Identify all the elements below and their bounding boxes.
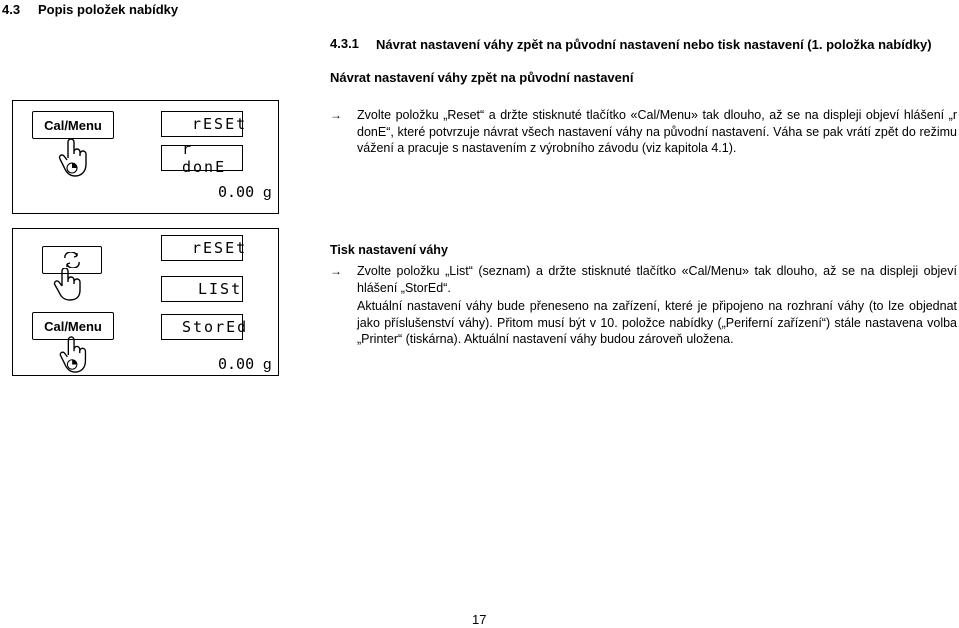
display-zero bbox=[218, 183, 272, 201]
hand-press-icon bbox=[52, 268, 84, 302]
subsection-subheading: Návrat nastavení váhy zpět na původní nastavení bbox=[330, 70, 634, 85]
list-instruction-text: Zvolte položku „List“ (seznam) a držte stisknuté tlačítko «Cal/Menu» tak dlouho, až se na displeji objeví hlášení „StorEd“. bbox=[357, 264, 957, 295]
display-stored: StorEd bbox=[161, 314, 243, 340]
display-zero-2-unit: g bbox=[263, 356, 272, 373]
print-settings-heading: Tisk nastavení váhy bbox=[330, 243, 448, 257]
section-title: Popis položek nabídky bbox=[38, 2, 179, 17]
toggle-arrows-icon bbox=[61, 252, 83, 268]
subsection-title: Návrat nastavení váhy zpět na původní nastavení nebo tisk nastavení (1. položka nabídky) bbox=[376, 37, 932, 52]
display-list: LISt bbox=[161, 276, 243, 302]
cal-menu-key: Cal/Menu bbox=[32, 111, 114, 139]
display-zero-unit: g bbox=[263, 184, 272, 201]
section-number: 4.3 bbox=[2, 2, 21, 17]
print-description-text: Aktuální nastavení váhy bude přeneseno na zařízení, které je připojeno na rozhraní váhy (to lze objednat jako příslušenství váhy). Přitom musí být v 10. položce nabídky („Periferní zařízení“) stále nastavena volba „Printer“ (tiskárna). Aktuální nastavení váhy budou zároveň uložena. bbox=[357, 299, 957, 346]
display-reset-2: rESEt bbox=[161, 235, 243, 261]
display-zero-2-value: 0.00 bbox=[218, 355, 255, 373]
instruction-arrow-1: → bbox=[330, 108, 342, 122]
display-zero-2 bbox=[218, 355, 272, 373]
display-zero-value: 0.00 bbox=[218, 183, 255, 201]
instruction-arrow-2: → bbox=[330, 264, 342, 278]
hand-press-hold-icon-2 bbox=[58, 336, 92, 374]
reset-instruction-text: Zvolte položku „Reset“ a držte stisknuté tlačítko «Cal/Menu» tak dlouho, až se na displeji objeví hlášení „r donE“, které potvrzuje návrat všech nastavení váhy na původní nastavení. Váha se pak vrátí zpět do režimu vážení a pracuje s nastavením z výrobního závodu (viz kapitola 4.1). bbox=[357, 108, 957, 155]
display-r-done: r donE bbox=[161, 145, 243, 171]
display-reset: rESEt bbox=[161, 111, 243, 137]
hand-press-hold-icon bbox=[58, 138, 92, 178]
page-number: 17 bbox=[472, 612, 487, 627]
cal-menu-key-2: Cal/Menu bbox=[32, 312, 114, 340]
subsection-number: 4.3.1 bbox=[330, 36, 359, 51]
